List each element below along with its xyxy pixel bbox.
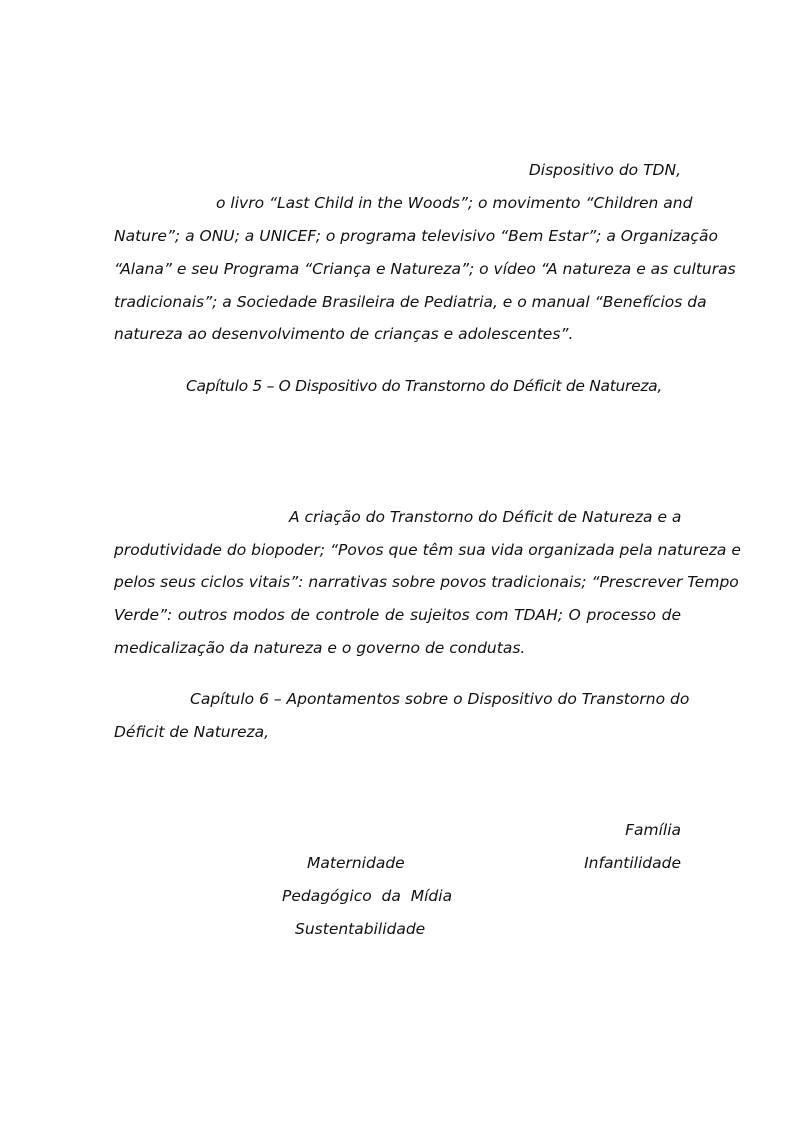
- paragraph2-line-5: medicalização da natureza e o governo de condutas.: [114, 639, 526, 657]
- paragraph2-line-2: produtividade do biopoder; “Povos que têm sua vida organizada pela natureza e: [114, 541, 741, 559]
- keyword-sustentabilidade: Sustentabilidade: [295, 920, 426, 938]
- paragraph1-line-4: tradicionais”; a Sociedade Brasileira de Pediatria, e o manual “Benefícios da: [114, 293, 707, 311]
- paragraph1-line-3: “Alana” e seu Programa “Criança e Natureza”; o vídeo “A natureza e as culturas: [114, 260, 736, 278]
- keyword-pedagogico-da-midia: Pedagógico da Mídia: [282, 887, 453, 905]
- section-header-dispositivo: Dispositivo do TDN,: [528, 161, 681, 179]
- chapter6-heading-line-2: Déficit de Natureza,: [114, 723, 270, 741]
- paragraph1-line-5: natureza ao desenvolvimento de crianças e adolescentes”.: [114, 325, 574, 343]
- keyword-maternidade: Maternidade: [307, 854, 405, 872]
- chapter5-heading: Capítulo 5 – O Dispositivo do Transtorno do Déficit de Natureza,: [186, 377, 662, 395]
- chapter6-heading-line-1: Capítulo 6 – Apontamentos sobre o Dispositivo do Transtorno do: [190, 690, 690, 708]
- paragraph1-line-2: Nature”; a ONU; a UNICEF; o programa televisivo “Bem Estar”; a Organização: [114, 227, 718, 245]
- paragraph2-line-4: Verde”: outros modos de controle de sujeitos com TDAH; O processo de: [114, 606, 681, 624]
- paragraph1-line-1: o livro “Last Child in the Woods”; o movimento “Children and: [216, 194, 693, 212]
- paragraph2-line-3: pelos seus ciclos vitais”: narrativas sobre povos tradicionais; “Prescrever Tempo: [114, 573, 739, 591]
- keyword-infantilidade: Infantilidade: [584, 854, 681, 872]
- keyword-familia: Família: [625, 821, 681, 839]
- paragraph2-line-1: A criação do Transtorno do Déficit de Natureza e a: [289, 508, 682, 526]
